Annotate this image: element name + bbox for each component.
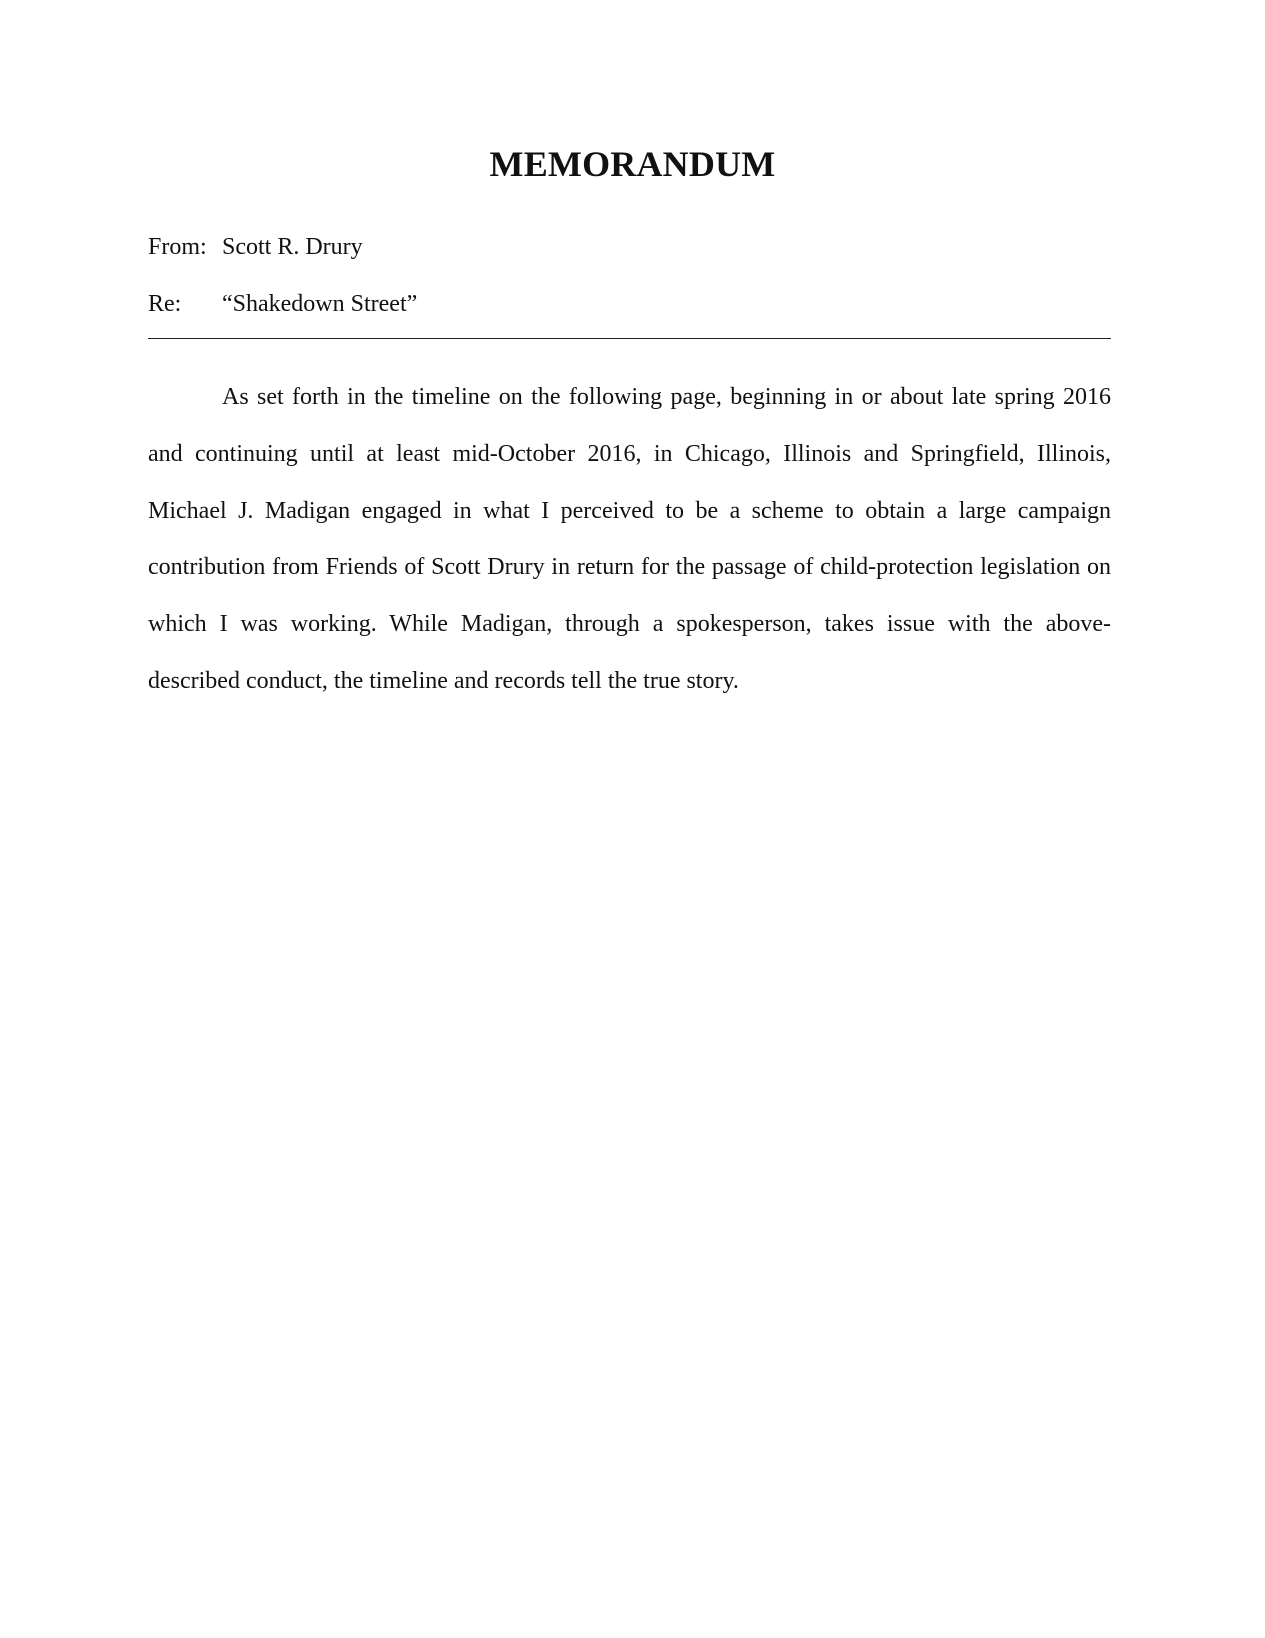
re-value: “Shakedown Street”	[222, 291, 418, 317]
re-row	[148, 290, 417, 318]
header-divider	[148, 338, 1111, 339]
body-paragraph: As set forth in the timeline on the following page, beginning in or about late spring 2016 and continuing until at least mid-October 2016, in Chicago, Illinois and Springfield, Illinois, Michael J. Madigan engaged in what I perceived to be a scheme to obtain a large campaign contribution from Friends of Scott Drury in return for the passage of child-protection legislation on which I was working. While Madigan, through a spokesperson, takes issue with the above-described conduct, the timeline and records tell the true story.	[148, 384, 1111, 694]
from-label: From:	[148, 234, 207, 260]
from-row	[148, 233, 363, 261]
memo-title: MEMORANDUM	[489, 144, 776, 184]
from-value: Scott R. Drury	[222, 234, 363, 260]
re-label: Re:	[148, 291, 182, 317]
